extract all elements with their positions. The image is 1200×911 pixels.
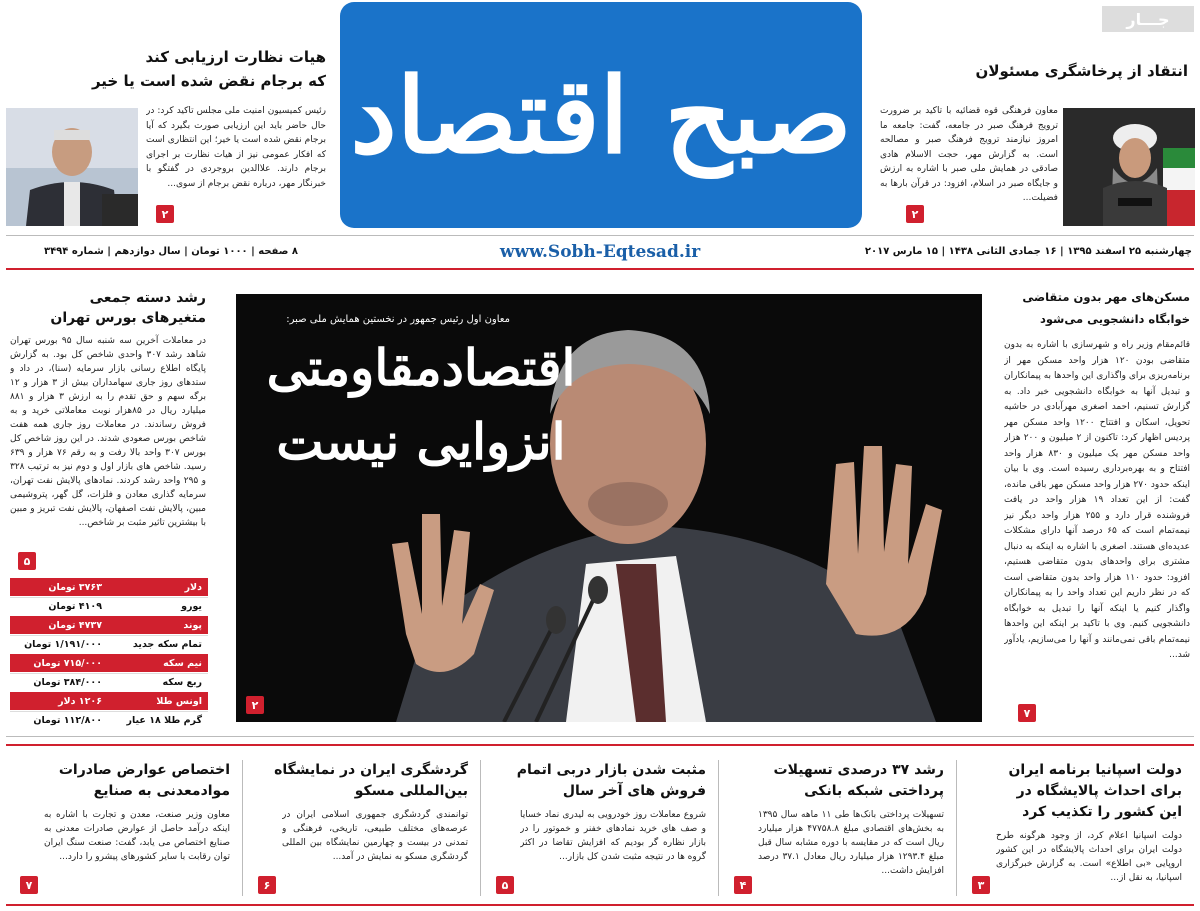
hero-kicker: معاون اول رئیس جمهور در نخستین همایش ملی صبر: <box>286 314 510 325</box>
right-col-headline-1: مسکن‌های مهر بدون متقاضی <box>1022 290 1190 304</box>
issue-info: ۸ صفحه | ۱۰۰۰ تومان | سال دوازدهم | شماره ۳۴۹۴ <box>43 246 298 257</box>
market-row <box>10 635 208 654</box>
bottom-story-headline: مثبت شدن بازار دربی اتمام <box>516 762 706 778</box>
bottom-story-page-badge: ۷ <box>20 876 38 894</box>
market-label: تمام سکه جدید <box>108 635 208 653</box>
top-left-body: رئیس کمیسیون امنیت ملی مجلس تاکید کرد: در حال حاضر باید این ارزیابی صورت بگیرد که آیا برجام نقض شده است یا خیر؛ این انتظاری است که افکار عمومی نیز از هیات نظارت بر اجرای برجام دارند. علاالدین بروجردی در گفتگو با خبرنگار مهر، درباره نقض برجام از سوی... <box>146 106 326 189</box>
page-bottom-rule <box>6 904 1194 906</box>
market-label: نیم سکه <box>108 654 208 672</box>
bottom-story-body: معاون وزیر صنعت، معدن و تجارت با اشاره به اینکه درآمد حاصل از عوارض صادرات معدنی به صنایع اختصاص می یابد، گفت: صنعت سنگ ایران توان رقابت با سایر کشورهای پیشرو را دارد... <box>44 810 230 862</box>
bottom-story-headline: این کشور را تکذیب کرد <box>1022 804 1182 820</box>
market-row <box>10 578 208 597</box>
hero-headline-2: انزوایی نیست <box>276 412 566 471</box>
column-divider <box>718 760 719 896</box>
hero-headline-1: اقتصادمقاومتی <box>266 338 576 397</box>
hero-page-badge: ۲ <box>246 696 264 714</box>
market-value: ۱۲۰۶ دلار <box>10 692 108 710</box>
market-value: ۳۸۴/۰۰۰ تومان <box>10 673 108 691</box>
date-rule-bottom <box>6 268 1194 270</box>
market-row <box>10 597 208 616</box>
bottom-story-headline: فروش های آخر سال <box>562 783 706 799</box>
market-label: اونس طلا <box>108 692 208 710</box>
right-col-page-badge: ۷ <box>1018 704 1036 722</box>
top-right-headline: انتقاد از پرخاشگری مسئولان <box>975 62 1188 80</box>
column-divider <box>956 760 957 896</box>
market-label: یورو <box>108 597 208 615</box>
column-divider <box>242 760 243 896</box>
top-left-page-badge: ۲ <box>156 205 174 223</box>
masthead-logo <box>340 2 862 228</box>
bottom-story-page-badge: ۳ <box>972 876 990 894</box>
masthead-title: صبح اقتصاد <box>350 53 852 177</box>
market-value: ۴۷۳۷ تومان <box>10 616 108 634</box>
left-col-page-badge: ۵ <box>18 552 36 570</box>
bottom-story-headline: گردشگری ایران در نمایشگاه <box>274 762 468 778</box>
bottom-story-page-badge: ۴ <box>734 876 752 894</box>
right-col-headline-2: خوابگاه دانشجویی می‌شود <box>1039 312 1190 326</box>
top-right-page-badge: ۲ <box>906 205 924 223</box>
right-col-body: قائم‌مقام وزیر راه و شهرسازی با اشاره به بدون متقاضی بودن ۱۲۰ هزار واحد مسکن مهر از برنامه‌ریزی برای واگذاری این واحدها به پیمانکاران و تبدیل آنها به خوابگاه دانشجویی خبر داد. به گزارش تسنیم، احمد اصغری مهرآبادی در حاشیه تحویل، اسکان و افتتاح ۱۲۰۰ واحد مسکن مهر پردیس اظهار کرد: تاکنون از ۲ میلیون و ۲۰۰ هزار واحد مسکن مهر یک میلیون و ۸۳۰ هزار واحد افتتاح و به بهره‌برداری رسیده است. وی با بیان اینکه حدود ۲۷۰ هزار واحد مسکن مهر باقی مانده، گفت: از این تعداد ۱۹ هزار واحد در یافت فروشنده قرار دارد و ۲۵۵ هزار واحد دیگر نیز نیمه‌تمام است که ۶۵ درصد آنها دارای مشکلات عدیده‌ای هستند. اصغری با اشاره به اینکه به دنبال مشتری برای واحدهای بدون متقاضی هستیم، افزود: حدود ۱۱۰ هزار واحد بدون متقاضی است که در نظر داریم این تعداد واحد را به پیمانکاران واگذار کنیم یا اینکه آنها را تبدیل به خوابگاه دانشجویی کنیم. وی با تاکید بر اینکه این واحدها نیمه‌تمام باقی نمی‌مانند و آنها را می‌سازیم، یادآور شد... <box>1004 340 1190 660</box>
bottom-story-page-badge: ۵ <box>496 876 514 894</box>
bottom-story-headline: بین‌المللی مسکو <box>354 783 468 799</box>
market-row <box>10 654 208 673</box>
bottom-story-headline: اختصاص عوارض صادرات <box>58 762 230 778</box>
bottom-story-headline: دولت اسپانیا برنامه ایران <box>1008 762 1182 778</box>
market-value: ۷۱۵/۰۰۰ تومان <box>10 654 108 672</box>
bottom-story-body: شروع معاملات روز خودرویی به لیدری نماد خسایا و صف های خرید نمادهای خفنر و خموتور را در بازار نظاره گر بودیم که افزایش تقاضا در اکثر گروه ها در نتیجه مثبت شدن کل بازار... <box>520 810 706 862</box>
top-left-headline-1: هیات نظارت ارزیابی کند <box>145 48 326 66</box>
market-row <box>10 711 208 730</box>
bottom-story-headline: پرداختی شبکه بانکی <box>804 783 944 799</box>
bottom-story-headline: رشد ۳۷ درصدی تسهیلات <box>773 762 944 778</box>
market-label: گرم طلا ۱۸ عیار <box>108 711 208 729</box>
market-row <box>10 616 208 635</box>
market-label: ربع سکه <box>108 673 208 691</box>
left-col-headline-2: متغیرهای بورس تهران <box>50 310 206 326</box>
bottom-rule-red <box>6 744 1194 746</box>
date-line: چهارشنبه ۲۵ اسفند ۱۳۹۵ | ۱۶ جمادی الثانی ۱۴۳۸ | ۱۵ مارس ۲۰۱۷ <box>864 246 1192 257</box>
bottom-story-headline: موادمعدنی به صنایع <box>93 783 230 799</box>
site-url[interactable]: www.Sobh-Eqtesad.ir <box>499 242 701 262</box>
left-col-headline-1: رشد دسته جمعی <box>89 290 206 306</box>
column-divider <box>480 760 481 896</box>
market-label: پوند <box>108 616 208 634</box>
bottom-story-headline: برای احداث پالایشگاه در <box>1016 783 1182 799</box>
market-value: ۱۱۲/۸۰۰ تومان <box>10 711 108 729</box>
left-col-body: در معاملات آخرین سه شنبه سال ۹۵ بورس تهران شاهد رشد ۳۰۷ واحدی شاخص کل بود. به گزارش پایگاه اطلاع رسانی بازار سرمایه (سنا)، در داد و ستدهای روز جاری سهامداران بیش از ۳ هزار و ۱۲ برگه سهم و حق تقدم را به ارزش ۳ هزار و ۸۸۱ میلیارد ریال در ۸۵هزار نوبت معاملاتی خرید و به فروش رساندند. در معاملات روز جاری همه هفت شاخص بورس صعودی شدند. در این روز شاخص کل بورس ۳۰۷ واحد بالا رفت و به رقم ۷۶ هزار و ۶۳۹ رسید. شاخص های بازار اول و دوم نیز به ترتیب ۳۲۸ و ۲۹۵ واحد رشد کردند. نمادهای پالایش نفت تهران، سرمایه گذاری معادن و فلزات، گل گهر، پتروشیمی مبین، پالایش نفت اصفهان، پالایش نفت تبریز و مبین با بیشترین تاثیر مثبت بر شاخص... <box>10 336 206 528</box>
market-value: ۳۷۶۳ تومان <box>10 578 108 596</box>
top-left-headline-2: که برجام نقض شده است یا خیر <box>91 72 326 90</box>
bottom-story-page-badge: ۶ <box>258 876 276 894</box>
date-rule-top <box>6 235 1194 236</box>
market-rates-table <box>10 578 208 730</box>
top-right-photo <box>1063 108 1195 226</box>
bottom-story-body: تسهیلات پرداختی بانک‌ها طی ۱۱ ماهه سال ۱۳۹۵ به بخش‌های اقتصادی مبلغ ۴۷۷۵۸.۸ هزار میلیارد ریال است که در مقایسه با دوره مشابه سال قبل مبلغ ۱۲۹۳.۴ هزار میلیارد ریال معادل ۳۷.۱ درصد افزایش داشت... <box>758 810 944 876</box>
top-right-body: معاون فرهنگی قوه قضائیه با تاکید بر ضرورت ترویج فرهنگ صبر در جامعه، گفت: جامعه ما امروز نیازمند ترویج فرهنگ صبر و مصالحه است. به گزارش مهر، حجت الاسلام هادی صادقی در همایش ملی صبر با اشاره به ارزش و جایگاه صبر در اسلام، افزود: در قرآن بارها به فضیلت... <box>880 106 1058 203</box>
market-row <box>10 673 208 692</box>
bottom-story-body: دولت اسپانیا اعلام کرد، از وجود هرگونه طرح دولت ایران برای احداث پالایشگاه در این کشور اروپایی «بی اطلاع» است. به گزارش خبرگزاری اسپانیا، به نقل از... <box>996 831 1182 883</box>
bottom-story-body: توانمندی گردشگری جمهوری اسلامی ایران در عرصه‌های مختلف طبیعی، تاریخی، فرهنگی و تمدنی در بیست و چهارمین نمایشگاه بین المللی گردشگری مسکو به نمایش در آمد... <box>282 810 468 862</box>
market-value: ۴۱۰۹ تومان <box>10 597 108 615</box>
market-label: دلار <box>108 578 208 596</box>
bottom-rule-top <box>6 736 1194 737</box>
section-tag: جـــار <box>1102 6 1194 32</box>
market-value: ۱/۱۹۱/۰۰۰ تومان <box>10 635 108 653</box>
top-left-photo <box>6 108 138 226</box>
market-row <box>10 692 208 711</box>
